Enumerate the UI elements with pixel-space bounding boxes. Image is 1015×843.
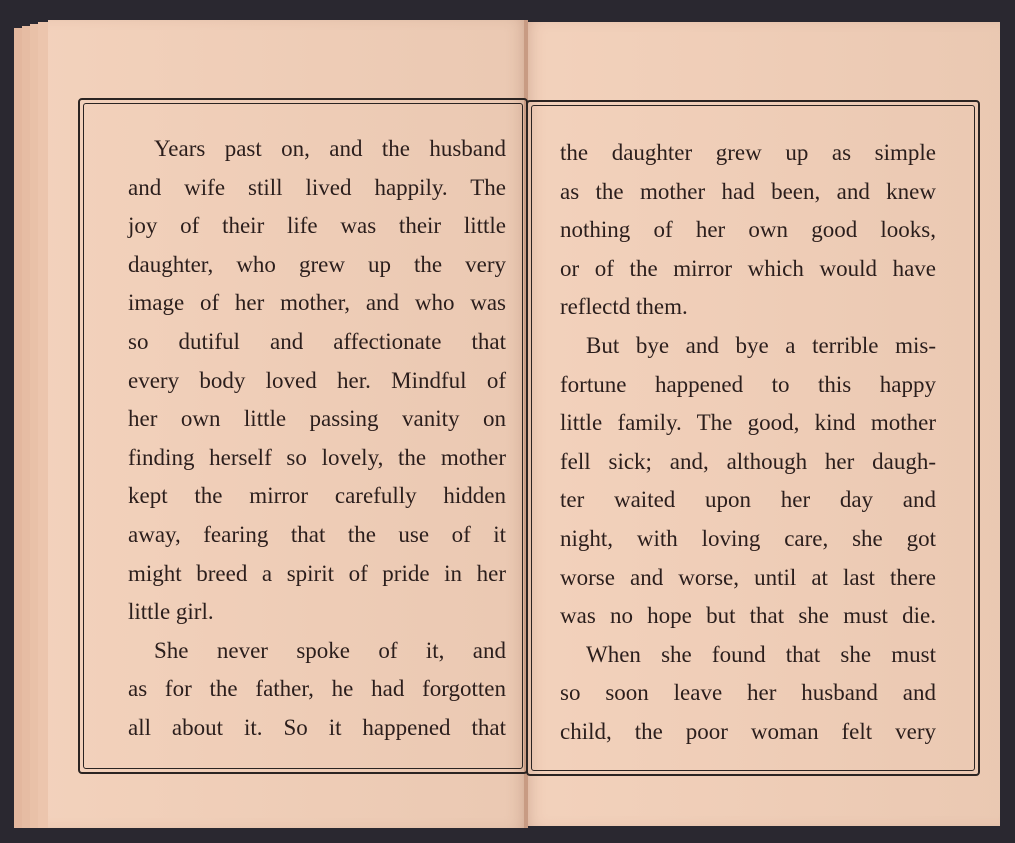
text-line: little girl. [128, 599, 214, 625]
text-line: reflectd them. [560, 294, 688, 320]
left-page-text [128, 130, 506, 748]
text-line: fortune happened to this happy [560, 371, 936, 397]
text-line: But bye and bye a terrible mis- [586, 332, 936, 358]
text-line: finding herself so lovely, the mother [128, 444, 506, 470]
text-line: as for the father, he had forgotten [128, 676, 506, 702]
right-page-text [560, 134, 936, 752]
text-line: all about it. So it happened that [128, 714, 506, 740]
text-line: night, with loving care, she got [560, 525, 936, 551]
text-line: so soon leave her husband and [560, 680, 936, 706]
text-line: worse and worse, until at last there [560, 564, 936, 590]
text-line: might breed a spirit of pride in her [128, 560, 506, 586]
text-line: She never spoke of it, and [154, 637, 506, 663]
text-line: the daughter grew up as simple [560, 140, 936, 165]
text-line: and wife still lived happily. The [128, 174, 506, 200]
text-line: ter waited upon her day and [560, 487, 936, 513]
text-line: her own little passing vanity on [128, 406, 506, 432]
text-line: kept the mirror carefully hidden [128, 483, 506, 509]
text-line: Years past on, and the husband [154, 136, 506, 161]
text-line: little family. The good, kind mother [560, 410, 936, 436]
text-line: fell sick; and, although her daugh- [560, 448, 936, 474]
text-line: away, fearing that the use of it [128, 521, 506, 547]
text-line: daughter, who grew up the very [128, 251, 506, 277]
text-line: so dutiful and affectionate that [128, 328, 506, 354]
text-line: nothing of her own good looks, [560, 217, 936, 243]
text-line: image of her mother, and who was [128, 290, 506, 316]
text-line: as the mother had been, and knew [560, 178, 936, 204]
text-line: child, the poor woman felt very [560, 718, 936, 744]
text-line: or of the mirror which would have [560, 255, 936, 281]
text-line: was no hope but that she must die. [560, 603, 936, 629]
text-line: joy of their life was their little [128, 213, 506, 239]
text-line: When she found that she must [586, 641, 936, 667]
text-line: every body loved her. Mindful of [128, 367, 506, 393]
